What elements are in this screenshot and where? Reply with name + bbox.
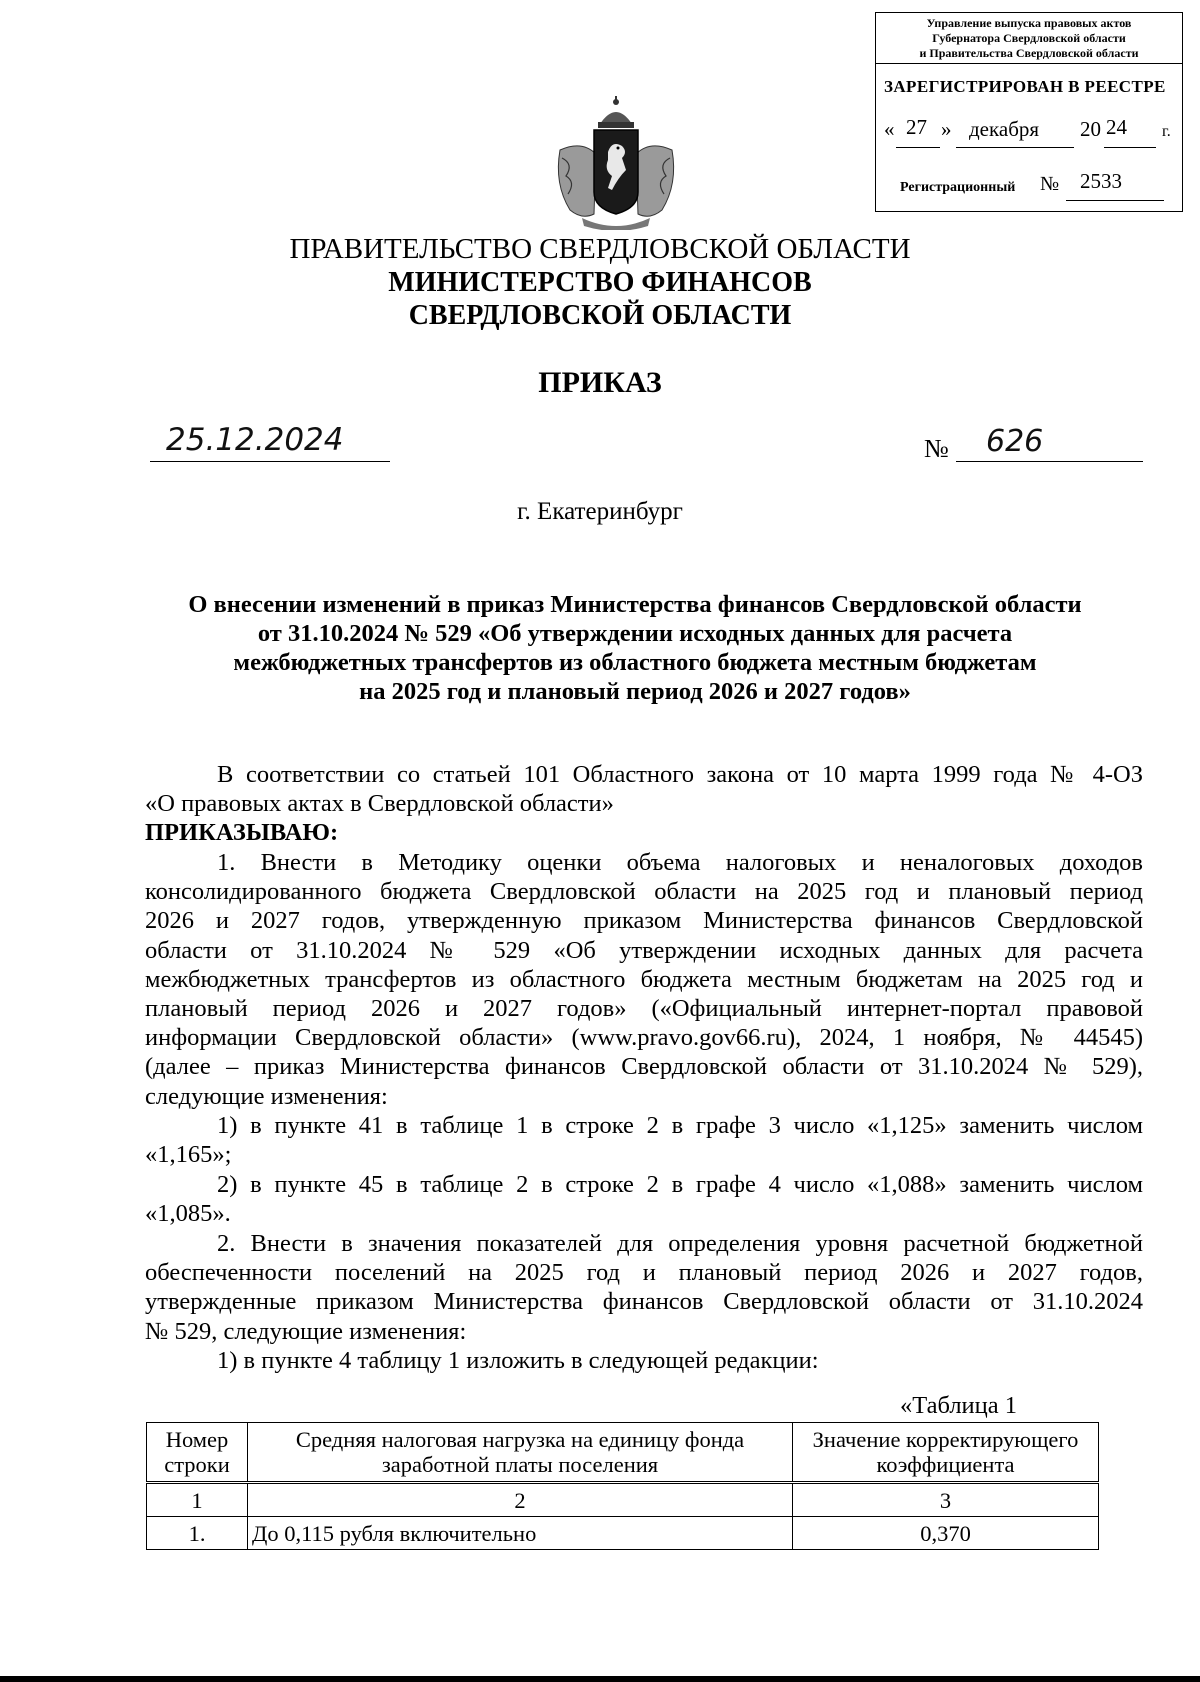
subject-line: от 31.10.2024 № 529 «Об утверждении исходных данных для расчета bbox=[257, 620, 1013, 647]
order-subject bbox=[140, 590, 1130, 706]
stamp-header-line: и Правительства Свердловской области bbox=[919, 46, 1139, 60]
table-cell: 2 bbox=[248, 1483, 793, 1517]
paragraph-line: следующие изменения: bbox=[145, 1082, 388, 1110]
stamp-reg-number bbox=[900, 165, 1170, 205]
table-caption: «Таблица 1 bbox=[900, 1392, 1018, 1419]
stamp-open-quote: « bbox=[884, 117, 895, 141]
government-title: ПРАВИТЕЛЬСТВО СВЕРДЛОВСКОЙ ОБЛАСТИ bbox=[289, 233, 911, 265]
paragraph-line: 2026 и 2027 годов, утвержденную приказом Министерства финансов Свердловской bbox=[145, 907, 1143, 935]
preamble bbox=[145, 760, 1143, 818]
paragraph-2 bbox=[145, 1229, 1143, 1346]
city: г. Екатеринбург bbox=[517, 498, 683, 525]
subject-line: О внесении изменений в приказ Министерства финансов Свердловской области bbox=[188, 591, 1082, 618]
stamp-year: 24 bbox=[1106, 115, 1127, 139]
table-header-row bbox=[147, 1423, 1099, 1483]
paragraph-line: утвержденные приказом Министерства финансов Свердловской области от 31.10.2024 bbox=[145, 1288, 1143, 1316]
subject-line: межбюджетных трансфертов из областного бюджета местным бюджетам bbox=[233, 649, 1037, 676]
preamble-line: В соответствии со статьей 101 Областного закона от 10 марта 1999 года № 4-ОЗ bbox=[217, 761, 1143, 788]
item-line: «1,165»; bbox=[145, 1141, 232, 1169]
paragraph-line: области от 31.10.2024 № 529 «Об утверждении исходных данных для расчета bbox=[145, 936, 1143, 964]
stamp-header bbox=[876, 16, 1182, 61]
order-date: 25.12.2024 bbox=[166, 422, 344, 458]
order-title: ПРИКАЗ bbox=[538, 366, 662, 399]
table-cell: 0,370 bbox=[793, 1517, 1099, 1550]
item-line: 1) в пункте 41 в таблице 1 в строке 2 в графе 3 число «1,125» заменить числом bbox=[217, 1112, 1143, 1139]
coat-of-arms-icon bbox=[552, 94, 680, 230]
order-number-sign: № bbox=[924, 434, 949, 463]
stamp-month-underline bbox=[956, 147, 1074, 148]
item-line: 1) в пункте 4 таблицу 1 изложить в следующей редакции: bbox=[217, 1347, 819, 1374]
table-cell: 1 bbox=[147, 1483, 248, 1517]
table-row bbox=[147, 1517, 1099, 1550]
table-header-cell: Номер строки bbox=[147, 1423, 248, 1483]
stamp-registered-label: ЗАРЕГИСТРИРОВАН В РЕЕСТРЕ bbox=[884, 77, 1166, 96]
stamp-number-value: 2533 bbox=[1080, 169, 1122, 193]
command-word: ПРИКАЗЫВАЮ: bbox=[145, 819, 339, 846]
stamp-header-line: Управление выпуска правовых актов bbox=[926, 16, 1132, 30]
crown-icon bbox=[598, 96, 634, 128]
stamp-number-sign: № bbox=[1040, 173, 1060, 195]
item-1 bbox=[145, 1111, 1143, 1169]
stamp-day-underline bbox=[896, 147, 940, 148]
scan-bottom-edge bbox=[0, 1676, 1200, 1682]
table-cell: До 0,115 рубля включительно bbox=[248, 1517, 793, 1550]
item-line: 2) в пункте 45 в таблице 2 в строке 2 в графе 4 число «1,088» заменить числом bbox=[217, 1171, 1143, 1198]
preamble-line: «О правовых актах в Свердловской области» bbox=[145, 790, 614, 818]
subject-line: на 2025 год и плановый период 2026 и 2027 годов» bbox=[359, 678, 911, 705]
order-number: 626 bbox=[986, 424, 1044, 459]
table-cell: 3 bbox=[793, 1483, 1099, 1517]
paragraph-line: 2. Внести в значения показателей для определения уровня расчетной бюджетной bbox=[217, 1230, 1143, 1257]
paragraph-line: консолидированного бюджета Свердловской области на 2025 год и плановый период bbox=[145, 878, 1143, 906]
order-date-underline bbox=[150, 461, 390, 462]
paragraph-line: № 529, следующие изменения: bbox=[145, 1317, 467, 1345]
stamp-year-unit: г. bbox=[1162, 123, 1171, 140]
coefficient-table bbox=[146, 1422, 1099, 1550]
stamp-month: декабря bbox=[969, 117, 1040, 141]
stamp-divider bbox=[876, 63, 1182, 64]
table-column-numbers-row bbox=[147, 1483, 1099, 1517]
order-number-underline bbox=[956, 461, 1143, 462]
item-2 bbox=[145, 1170, 1143, 1228]
paragraph-line: обеспеченности поселений на 2025 год и плановый период 2026 и 2027 годов, bbox=[145, 1259, 1143, 1287]
table-header-cell: Значение корректирующего коэффициента bbox=[793, 1423, 1099, 1483]
stamp-number-underline bbox=[1066, 200, 1164, 201]
paragraph-line: межбюджетных трансфертов из областного бюджета местным бюджетам на 2025 год и bbox=[145, 965, 1143, 993]
item-line: «1,085». bbox=[145, 1200, 231, 1228]
stamp-date bbox=[884, 117, 1179, 151]
paragraph-1 bbox=[145, 848, 1143, 1111]
stamp-day: 27 bbox=[906, 115, 927, 139]
ministry-title-line2: СВЕРДЛОВСКОЙ ОБЛАСТИ bbox=[408, 300, 792, 331]
table-cell: 1. bbox=[147, 1517, 248, 1550]
registration-stamp bbox=[875, 12, 1183, 212]
stamp-year-underline bbox=[1104, 147, 1156, 148]
stamp-reg-number-label: Регистрационный bbox=[900, 180, 1016, 195]
ministry-title-line1: МИНИСТЕРСТВО ФИНАНСОВ bbox=[388, 267, 812, 298]
paragraph-line: 1. Внести в Методику оценки объема налоговых и неналоговых доходов bbox=[217, 849, 1143, 876]
paragraph-line: (далее – приказ Министерства финансов Свердловской области от 31.10.2024 № 529), bbox=[145, 1053, 1143, 1081]
stamp-header-line: Губернатора Свердловской области bbox=[932, 31, 1126, 45]
table-header-cell: Средняя налоговая нагрузка на единицу фонда заработной платы поселения bbox=[248, 1423, 793, 1483]
paragraph-2-item-1 bbox=[145, 1346, 1143, 1375]
paragraph-line: информации Свердловской области» (www.pravo.gov66.ru), 2024, 1 ноября, № 44545) bbox=[145, 1024, 1143, 1052]
stamp-close-quote: » bbox=[941, 117, 952, 141]
paragraph-line: плановый период 2026 и 2027 годов» («Официальный интернет-портал правовой bbox=[145, 995, 1143, 1023]
stamp-year-prefix: 20 bbox=[1080, 117, 1101, 141]
